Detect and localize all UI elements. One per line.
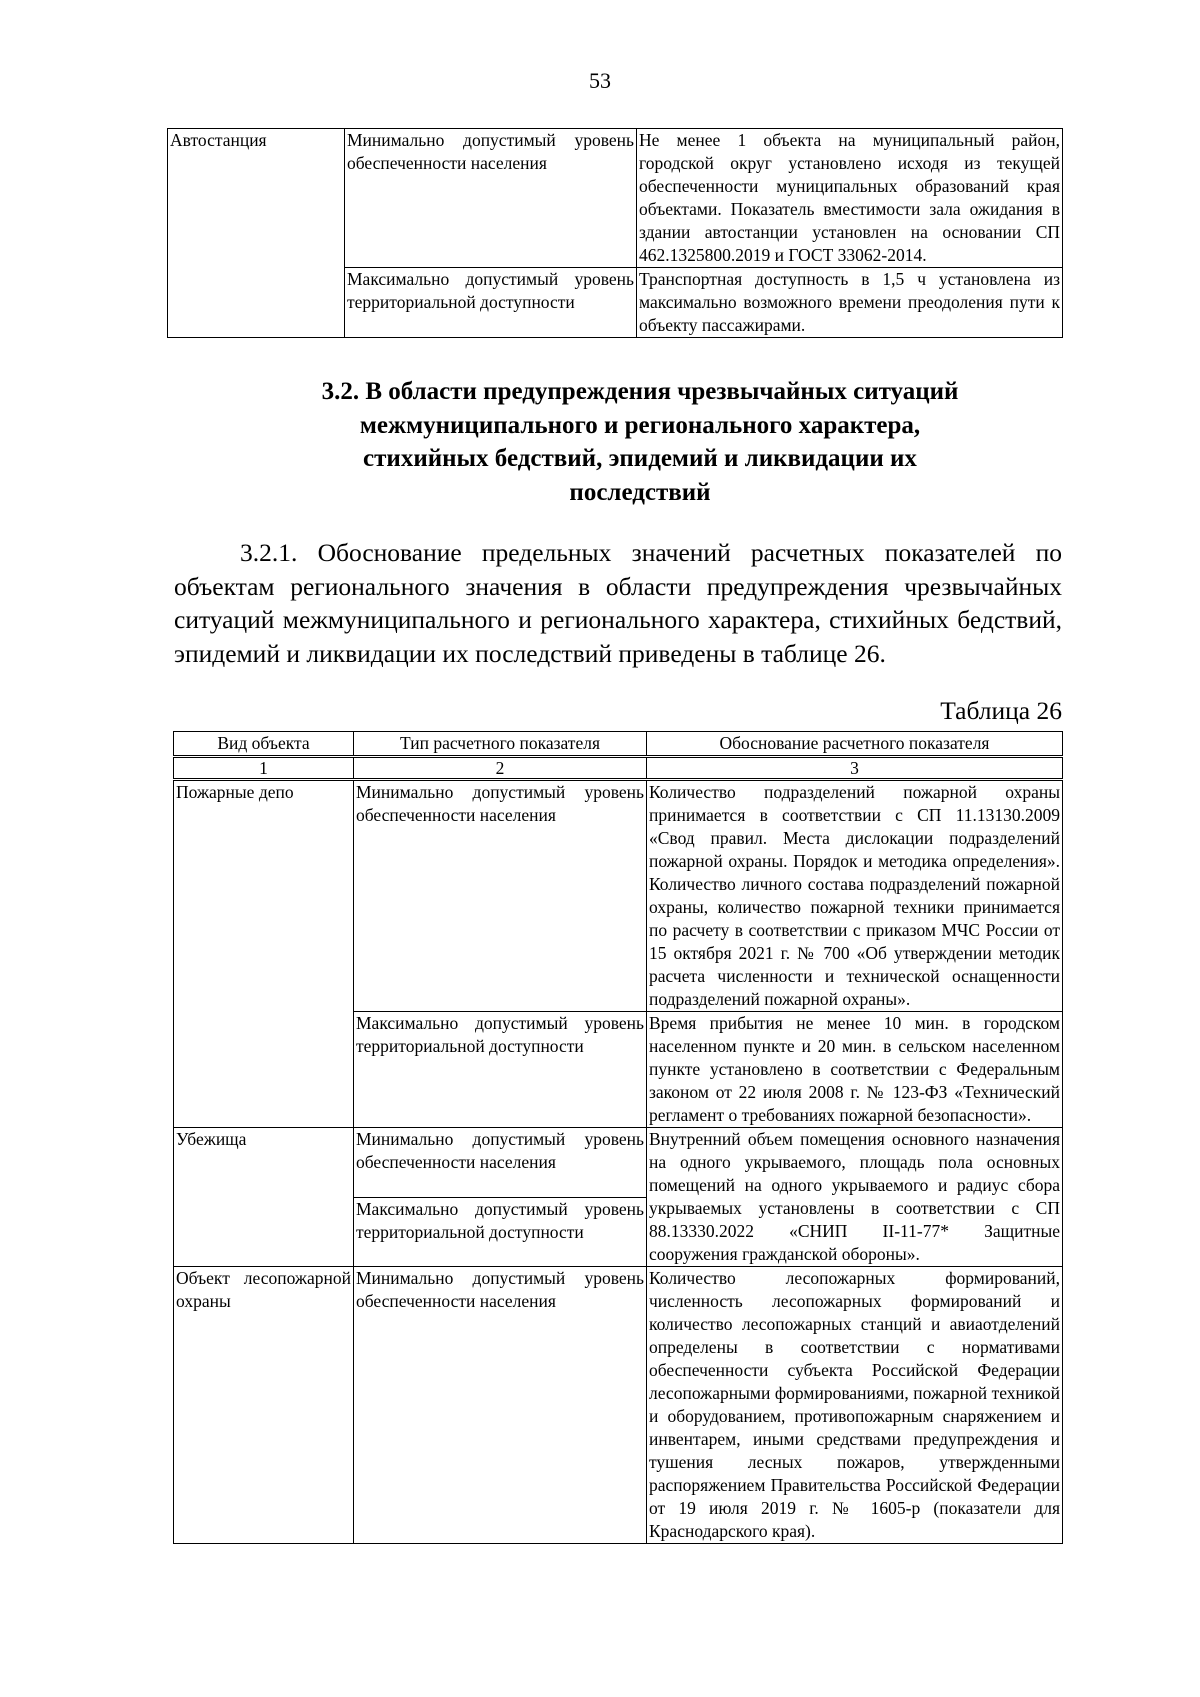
object-cell: Пожарные депо xyxy=(174,780,354,1128)
column-number: 1 xyxy=(174,757,354,780)
basis-cell: Не менее 1 объекта на муниципальный район, городской округ установлено исходя из текущей обеспеченности муниципальных образований края объектами. Показатель вместимости зала ожидания в здании автостанции установлен на основании СП 462.1325800.2019 и ГОСТ 33062-2014. xyxy=(637,129,1063,268)
column-header: Тип расчетного показателя xyxy=(354,732,647,757)
table-row xyxy=(174,780,1063,1012)
object-cell: Убежища xyxy=(174,1128,354,1267)
object-cell: Автостанция xyxy=(168,129,345,338)
section-paragraph: 3.2.1. Обоснование предельных значений расчетных показателей по объектам регионального значения в области предупреждения чрезвычайных ситуаций межмуниципального и регионального характера, стихийных бедствий, эпидемий и ликвидации их последствий приведены в таблице 26. xyxy=(174,538,1062,668)
table-header-row xyxy=(174,732,1063,757)
top-table xyxy=(167,128,1063,338)
basis-cell: Транспортная доступность в 1,5 ч установлена из максимально возможного времени преодоления пути к объекту пассажирами. xyxy=(637,268,1063,338)
indicator-type-cell: Минимально допустимый уровень обеспеченности населения xyxy=(345,129,637,268)
basis-cell: Количество лесопожарных формирований, численность лесопожарных формирований и количество лесопожарных станций и авиаотделений определены в соответствии с нормативами обеспеченности субъекта Российской Федерации лесопожарными формированиями, пожарной техникой и оборудованием, противопожарным снаряжением и инвентарем, иными средствами предупреждения и тушения лесных пожаров, утвержденными распоряжением Правительства Российской Федерации от 19 июля 2019 г. № 1605-р (показатели для Краснодарского края). xyxy=(647,1267,1063,1544)
section-heading: 3.2. В области предупреждения чрезвычайных ситуаций межмуниципального и регионального характера, стихийных бедствий, эпидемий и ликвидации их последствий xyxy=(321,378,959,506)
table-row xyxy=(174,1128,1063,1198)
table-row xyxy=(168,129,1063,268)
table-caption: Таблица 26 xyxy=(940,696,1062,725)
column-header: Вид объекта xyxy=(174,732,354,757)
object-cell: Объект лесопожарной охраны xyxy=(174,1267,354,1544)
column-number-row xyxy=(174,757,1063,780)
indicator-type-cell: Минимально допустимый уровень обеспеченности населения xyxy=(354,1267,647,1544)
indicator-type-cell: Максимально допустимый уровень территориальной доступности xyxy=(354,1197,647,1267)
basis-cell: Количество подразделений пожарной охраны принимается в соответствии с СП 11.13130.2009 «Свод правил. Места дислокации подразделений пожарной охраны. Порядок и методика определения». Количество личного состава подразделений пожарной охраны, количество пожарной техники принимается по расчету в соответствии с приказом МЧС России от 15 октября 2021 г. № 700 «Об утверждении методик расчета численности и технической оснащенности подразделений пожарной охраны». xyxy=(647,780,1063,1012)
indicator-type-cell: Максимально допустимый уровень территориальной доступности xyxy=(354,1012,647,1128)
column-number: 3 xyxy=(647,757,1063,780)
indicator-type-cell: Минимально допустимый уровень обеспеченности населения xyxy=(354,1128,647,1198)
page-number: 53 xyxy=(589,68,611,93)
basis-cell: Внутренний объем помещения основного назначения на одного укрываемого, площадь пола основных помещений на одного укрываемого и радиус сбора укрываемых установлены в соответствии с СП 88.13330.2022 «СНИП II-11-77* Защитные сооружения гражданской обороны». xyxy=(647,1128,1063,1267)
column-header: Обоснование расчетного показателя xyxy=(647,732,1063,757)
indicator-type-cell: Минимально допустимый уровень обеспеченности населения xyxy=(354,780,647,1012)
column-number: 2 xyxy=(354,757,647,780)
indicator-type-cell: Максимально допустимый уровень территориальной доступности xyxy=(345,268,637,338)
basis-cell: Время прибытия не менее 10 мин. в городском населенном пункте и 20 мин. в сельском населенном пункте установлено в соответствии с Федеральным законом от 22 июля 2008 г. № 123-ФЗ «Технический регламент о требованиях пожарной безопасности». xyxy=(647,1012,1063,1128)
table-26 xyxy=(173,731,1063,1544)
table-row xyxy=(174,1267,1063,1544)
